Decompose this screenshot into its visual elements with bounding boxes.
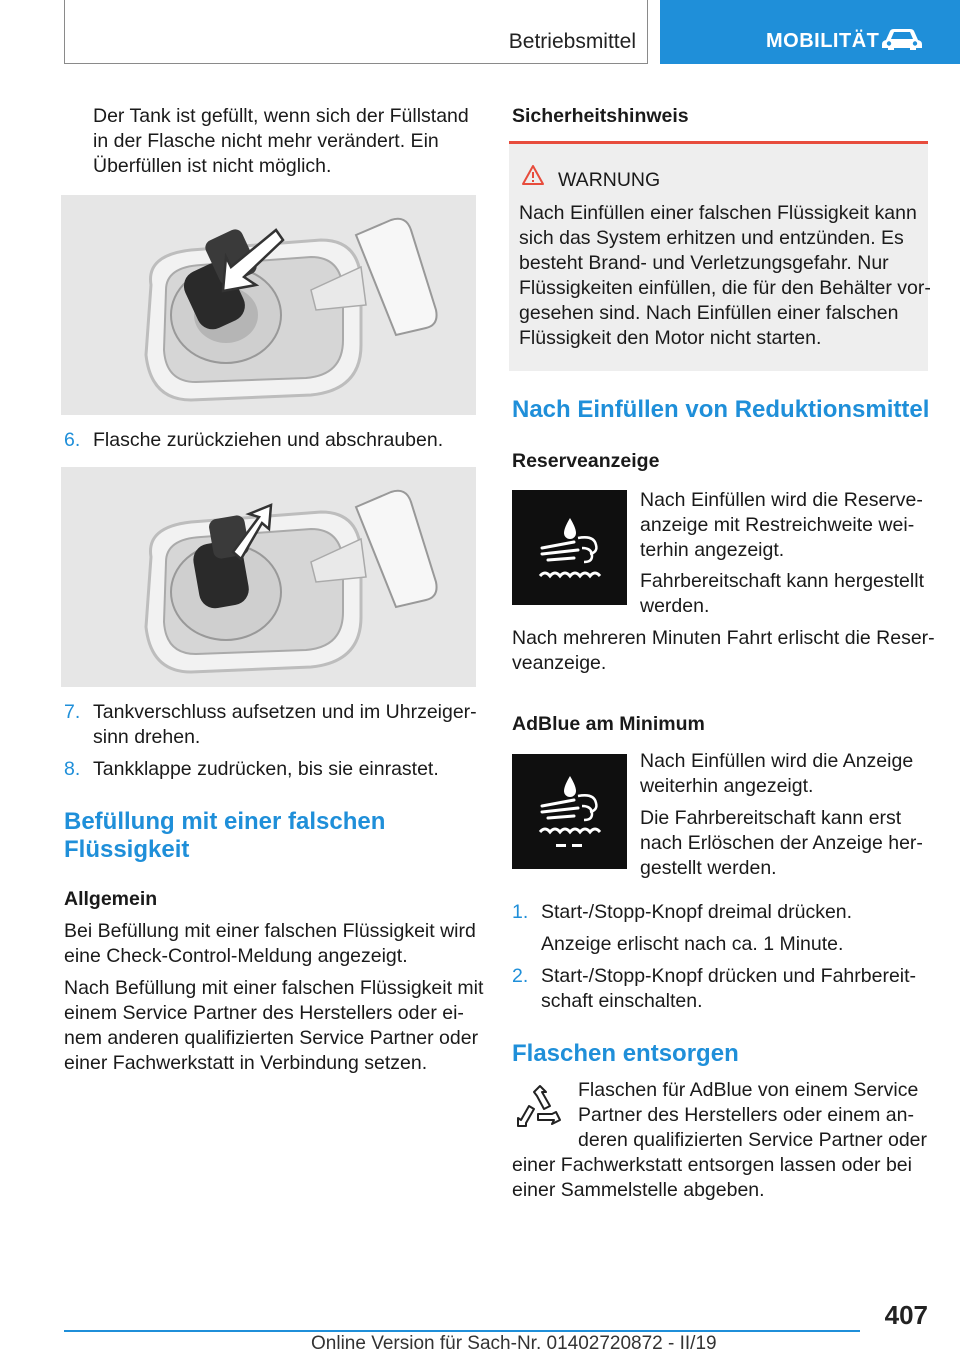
heading-bottle-disposal: Flaschen entsorgen [512,1040,739,1067]
warning-text: Nach Einfüllen einer falschen Flüssigkeit kann sich das System erhitzen und entzünden. Es besteht Brand- und Verletzungsgefahr. Nur Flüssigkeiten einfüllen, die für den Behälter vor- gesehen sind. Nach Einfüllen einer falschen Flüssigkeit den Motor nicht starten. [519,202,931,349]
intro-text: Der Tank ist gefüllt, wenn sich der Füllstand in der Flasche nicht mehr verändert. Ein Überfüllen ist nicht möglich. [93,105,469,177]
online-version-note: Online Version für Sach-Nr. 01402720872 - II/19 [311,1333,717,1354]
step-2-number: 2. [512,965,529,987]
step-8-text: Tankklappe zudrücken, bis sie einrastet. [93,758,439,780]
recycling-icon [512,1082,568,1138]
filler-bottle-remove-image [61,467,476,687]
heading-wrong-fluid: Befüllung mit einer falschen Flüssigkeit [64,808,386,863]
minimum-text-2: Die Fahrbereitschaft kann erst nach Erlöschen der Anzeige her- gestellt werden. [640,807,923,879]
disposal-text: Flaschen für AdBlue von einem Service Partner des Herstellers oder einem an- deren qualifizierten Service Partner oder [578,1079,928,1151]
step-8-number: 8. [64,758,81,780]
footer-rule [64,1330,860,1332]
disposal-text-continued: einer Fachwerkstatt entsorgen lassen oder bei einer Sammelstelle abgeben. [512,1154,912,1201]
heading-after-refill: Nach Einfüllen von Reduktionsmittel [512,396,930,423]
warning-triangle-icon [521,164,545,186]
step-6-number: 6. [64,429,81,451]
page-number: 407 [884,1300,928,1330]
step-6-text: Flasche zurückziehen und abschrauben. [93,429,444,451]
reserve-text-2: Fahrbereitschaft kann hergestellt werden. [640,570,924,617]
car-icon [880,26,924,52]
reserve-text-3: Nach mehreren Minuten Fahrt erlischt die Reser- veanzeige. [512,627,935,674]
subheading-adblue-minimum: AdBlue am Minimum [512,713,705,735]
adblue-minimum-indicator-icon [512,754,627,869]
section-title: Betriebsmittel [508,30,636,53]
minimum-text-1: Nach Einfüllen wird die Anzeige weiterhin angezeigt. [640,750,914,797]
subheading-general: Allgemein [64,888,158,910]
reserve-text-1: Nach Einfüllen wird die Reserve- anzeige mit Restreichweite wei- terhin angezeigt. [640,489,923,561]
paragraph-check-control: Bei Befüllung mit einer falschen Flüssigkeit wird eine Check-Control-Meldung angezeigt. [64,920,476,967]
chapter-title: MOBILITÄT [766,30,880,52]
paragraph-service-partner: Nach Befüllung mit einer falschen Flüssigkeit mit einem Service Partner des Herstellers oder ei- nem anderen qualifizierten Service Partner oder einer Fachwerkstatt in Verbindung setzen. [64,977,484,1074]
adblue-reserve-indicator-icon [512,490,627,605]
step-2-text: Start-/Stopp-Knopf drücken und Fahrbereit- schaft einschalten. [541,965,917,1012]
step-7-text: Tankverschluss aufsetzen und im Uhrzeiger- sinn drehen. [93,701,477,748]
warning-label: WARNUNG [558,169,661,191]
filler-bottle-insert-image [61,195,476,415]
step-1-text: Start-/Stopp-Knopf dreimal drücken. [541,901,853,923]
subheading-reserve: Reserveanzeige [512,450,660,472]
step-1-subtext: Anzeige erlischt nach ca. 1 Minute. [541,933,844,955]
step-7-number: 7. [64,701,81,723]
step-1-number: 1. [512,901,529,923]
safety-note-title: Sicherheitshinweis [512,105,689,127]
